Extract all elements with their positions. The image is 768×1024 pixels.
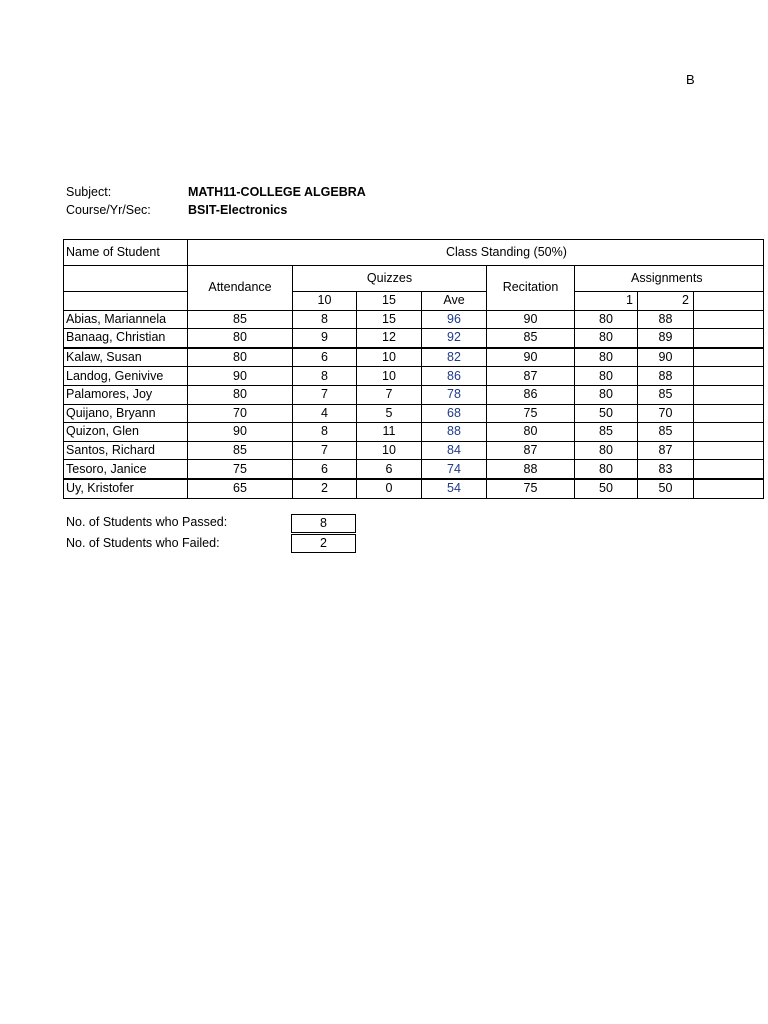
cell-recitation: 75 — [487, 479, 575, 498]
cell-attendance: 80 — [188, 385, 293, 404]
cell-assign-3 — [694, 329, 764, 348]
cell-q15: 6 — [357, 460, 422, 479]
course-label: Course/Yr/Sec: — [66, 203, 151, 217]
student-name-cell: Banaag, Christian — [64, 329, 188, 348]
student-name-cell: Uy, Kristofer — [64, 479, 188, 498]
page-corner-mark: B — [686, 72, 695, 87]
cell-a2: 88 — [638, 367, 694, 386]
header-name-blank — [64, 266, 188, 292]
header-name-blank-2 — [64, 292, 188, 311]
cell-a1: 80 — [575, 310, 638, 329]
cell-attendance: 70 — [188, 404, 293, 423]
cell-a1: 80 — [575, 348, 638, 367]
cell-q10: 7 — [293, 441, 357, 460]
student-name-cell: Kalaw, Susan — [64, 348, 188, 367]
cell-attendance: 90 — [188, 423, 293, 442]
cell-q15: 15 — [357, 310, 422, 329]
cell-assign-3 — [694, 460, 764, 479]
cell-a1: 80 — [575, 460, 638, 479]
cell-q15: 7 — [357, 385, 422, 404]
cell-attendance: 65 — [188, 479, 293, 498]
header-row-1 — [64, 240, 764, 266]
cell-attendance: 85 — [188, 441, 293, 460]
header-row-3 — [64, 292, 764, 311]
cell-ave: 92 — [422, 329, 487, 348]
cell-q15: 0 — [357, 479, 422, 498]
header-quiz-10: 10 — [293, 292, 357, 311]
cell-attendance: 75 — [188, 460, 293, 479]
cell-ave: 74 — [422, 460, 487, 479]
header-class-standing: Class Standing (50%) — [188, 240, 764, 266]
table-row — [64, 460, 764, 479]
cell-q15: 10 — [357, 441, 422, 460]
cell-a1: 50 — [575, 479, 638, 498]
cell-ave: 78 — [422, 385, 487, 404]
student-name-cell: Palamores, Joy — [64, 385, 188, 404]
student-name-cell: Quijano, Bryann — [64, 404, 188, 423]
header-assign-2: 2 — [638, 292, 694, 311]
subject-label: Subject: — [66, 185, 112, 199]
failed-count: 2 — [291, 534, 356, 553]
header-row-2 — [64, 266, 764, 292]
cell-ave: 88 — [422, 423, 487, 442]
table-row — [64, 479, 764, 498]
cell-a2: 90 — [638, 348, 694, 367]
cell-q10: 7 — [293, 385, 357, 404]
cell-ave: 96 — [422, 310, 487, 329]
header-assignments: Assignments — [575, 266, 764, 292]
cell-a1: 85 — [575, 423, 638, 442]
passed-count: 8 — [291, 514, 356, 533]
cell-recitation: 90 — [487, 310, 575, 329]
grades-table — [63, 239, 764, 499]
cell-a1: 80 — [575, 385, 638, 404]
cell-attendance: 90 — [188, 367, 293, 386]
cell-q10: 8 — [293, 367, 357, 386]
student-name-cell: Tesoro, Janice — [64, 460, 188, 479]
table-row — [64, 385, 764, 404]
table-row — [64, 441, 764, 460]
cell-a2: 50 — [638, 479, 694, 498]
cell-assign-3 — [694, 385, 764, 404]
header-quizzes: Quizzes — [293, 266, 487, 292]
cell-q10: 8 — [293, 423, 357, 442]
cell-attendance: 80 — [188, 329, 293, 348]
student-name-cell: Abias, Mariannela — [64, 310, 188, 329]
header-quiz-ave: Ave — [422, 292, 487, 311]
cell-a1: 80 — [575, 329, 638, 348]
cell-a1: 80 — [575, 441, 638, 460]
passed-label: No. of Students who Passed: — [66, 515, 228, 529]
cell-recitation: 86 — [487, 385, 575, 404]
cell-assign-3 — [694, 441, 764, 460]
cell-assign-3 — [694, 310, 764, 329]
table-row — [64, 348, 764, 367]
cell-ave: 82 — [422, 348, 487, 367]
cell-a2: 83 — [638, 460, 694, 479]
cell-a2: 89 — [638, 329, 694, 348]
cell-ave: 86 — [422, 367, 487, 386]
cell-a1: 80 — [575, 367, 638, 386]
header-assign-1: 1 — [575, 292, 638, 311]
table-row — [64, 423, 764, 442]
cell-recitation: 87 — [487, 367, 575, 386]
cell-recitation: 80 — [487, 423, 575, 442]
cell-recitation: 75 — [487, 404, 575, 423]
cell-recitation: 88 — [487, 460, 575, 479]
cell-q10: 9 — [293, 329, 357, 348]
cell-q10: 4 — [293, 404, 357, 423]
cell-attendance: 85 — [188, 310, 293, 329]
cell-recitation: 85 — [487, 329, 575, 348]
cell-assign-3 — [694, 404, 764, 423]
cell-a2: 70 — [638, 404, 694, 423]
cell-assign-3 — [694, 479, 764, 498]
cell-a2: 87 — [638, 441, 694, 460]
table-row — [64, 310, 764, 329]
course-value: BSIT-Electronics — [188, 203, 288, 217]
subject-value: MATH11-COLLEGE ALGEBRA — [188, 185, 366, 199]
header-assign-3 — [694, 292, 764, 311]
cell-a2: 85 — [638, 423, 694, 442]
cell-assign-3 — [694, 367, 764, 386]
cell-q10: 6 — [293, 348, 357, 367]
header-name-of-student: Name of Student — [64, 240, 188, 266]
table-row — [64, 367, 764, 386]
header-attendance: Attendance — [188, 266, 293, 311]
failed-label: No. of Students who Failed: — [66, 536, 220, 550]
cell-q15: 10 — [357, 367, 422, 386]
cell-q10: 8 — [293, 310, 357, 329]
cell-assign-3 — [694, 348, 764, 367]
cell-q15: 5 — [357, 404, 422, 423]
header-quiz-15: 15 — [357, 292, 422, 311]
cell-ave: 68 — [422, 404, 487, 423]
cell-q10: 6 — [293, 460, 357, 479]
cell-recitation: 90 — [487, 348, 575, 367]
cell-recitation: 87 — [487, 441, 575, 460]
student-name-cell: Santos, Richard — [64, 441, 188, 460]
cell-ave: 84 — [422, 441, 487, 460]
student-name-cell: Quizon, Glen — [64, 423, 188, 442]
cell-ave: 54 — [422, 479, 487, 498]
table-row — [64, 329, 764, 348]
cell-assign-3 — [694, 423, 764, 442]
cell-attendance: 80 — [188, 348, 293, 367]
cell-a1: 50 — [575, 404, 638, 423]
cell-q15: 10 — [357, 348, 422, 367]
cell-a2: 88 — [638, 310, 694, 329]
cell-q15: 12 — [357, 329, 422, 348]
cell-q10: 2 — [293, 479, 357, 498]
student-name-cell: Landog, Genivive — [64, 367, 188, 386]
cell-a2: 85 — [638, 385, 694, 404]
grade-sheet — [63, 239, 703, 497]
header-recitation: Recitation — [487, 266, 575, 311]
table-row — [64, 404, 764, 423]
cell-q15: 11 — [357, 423, 422, 442]
